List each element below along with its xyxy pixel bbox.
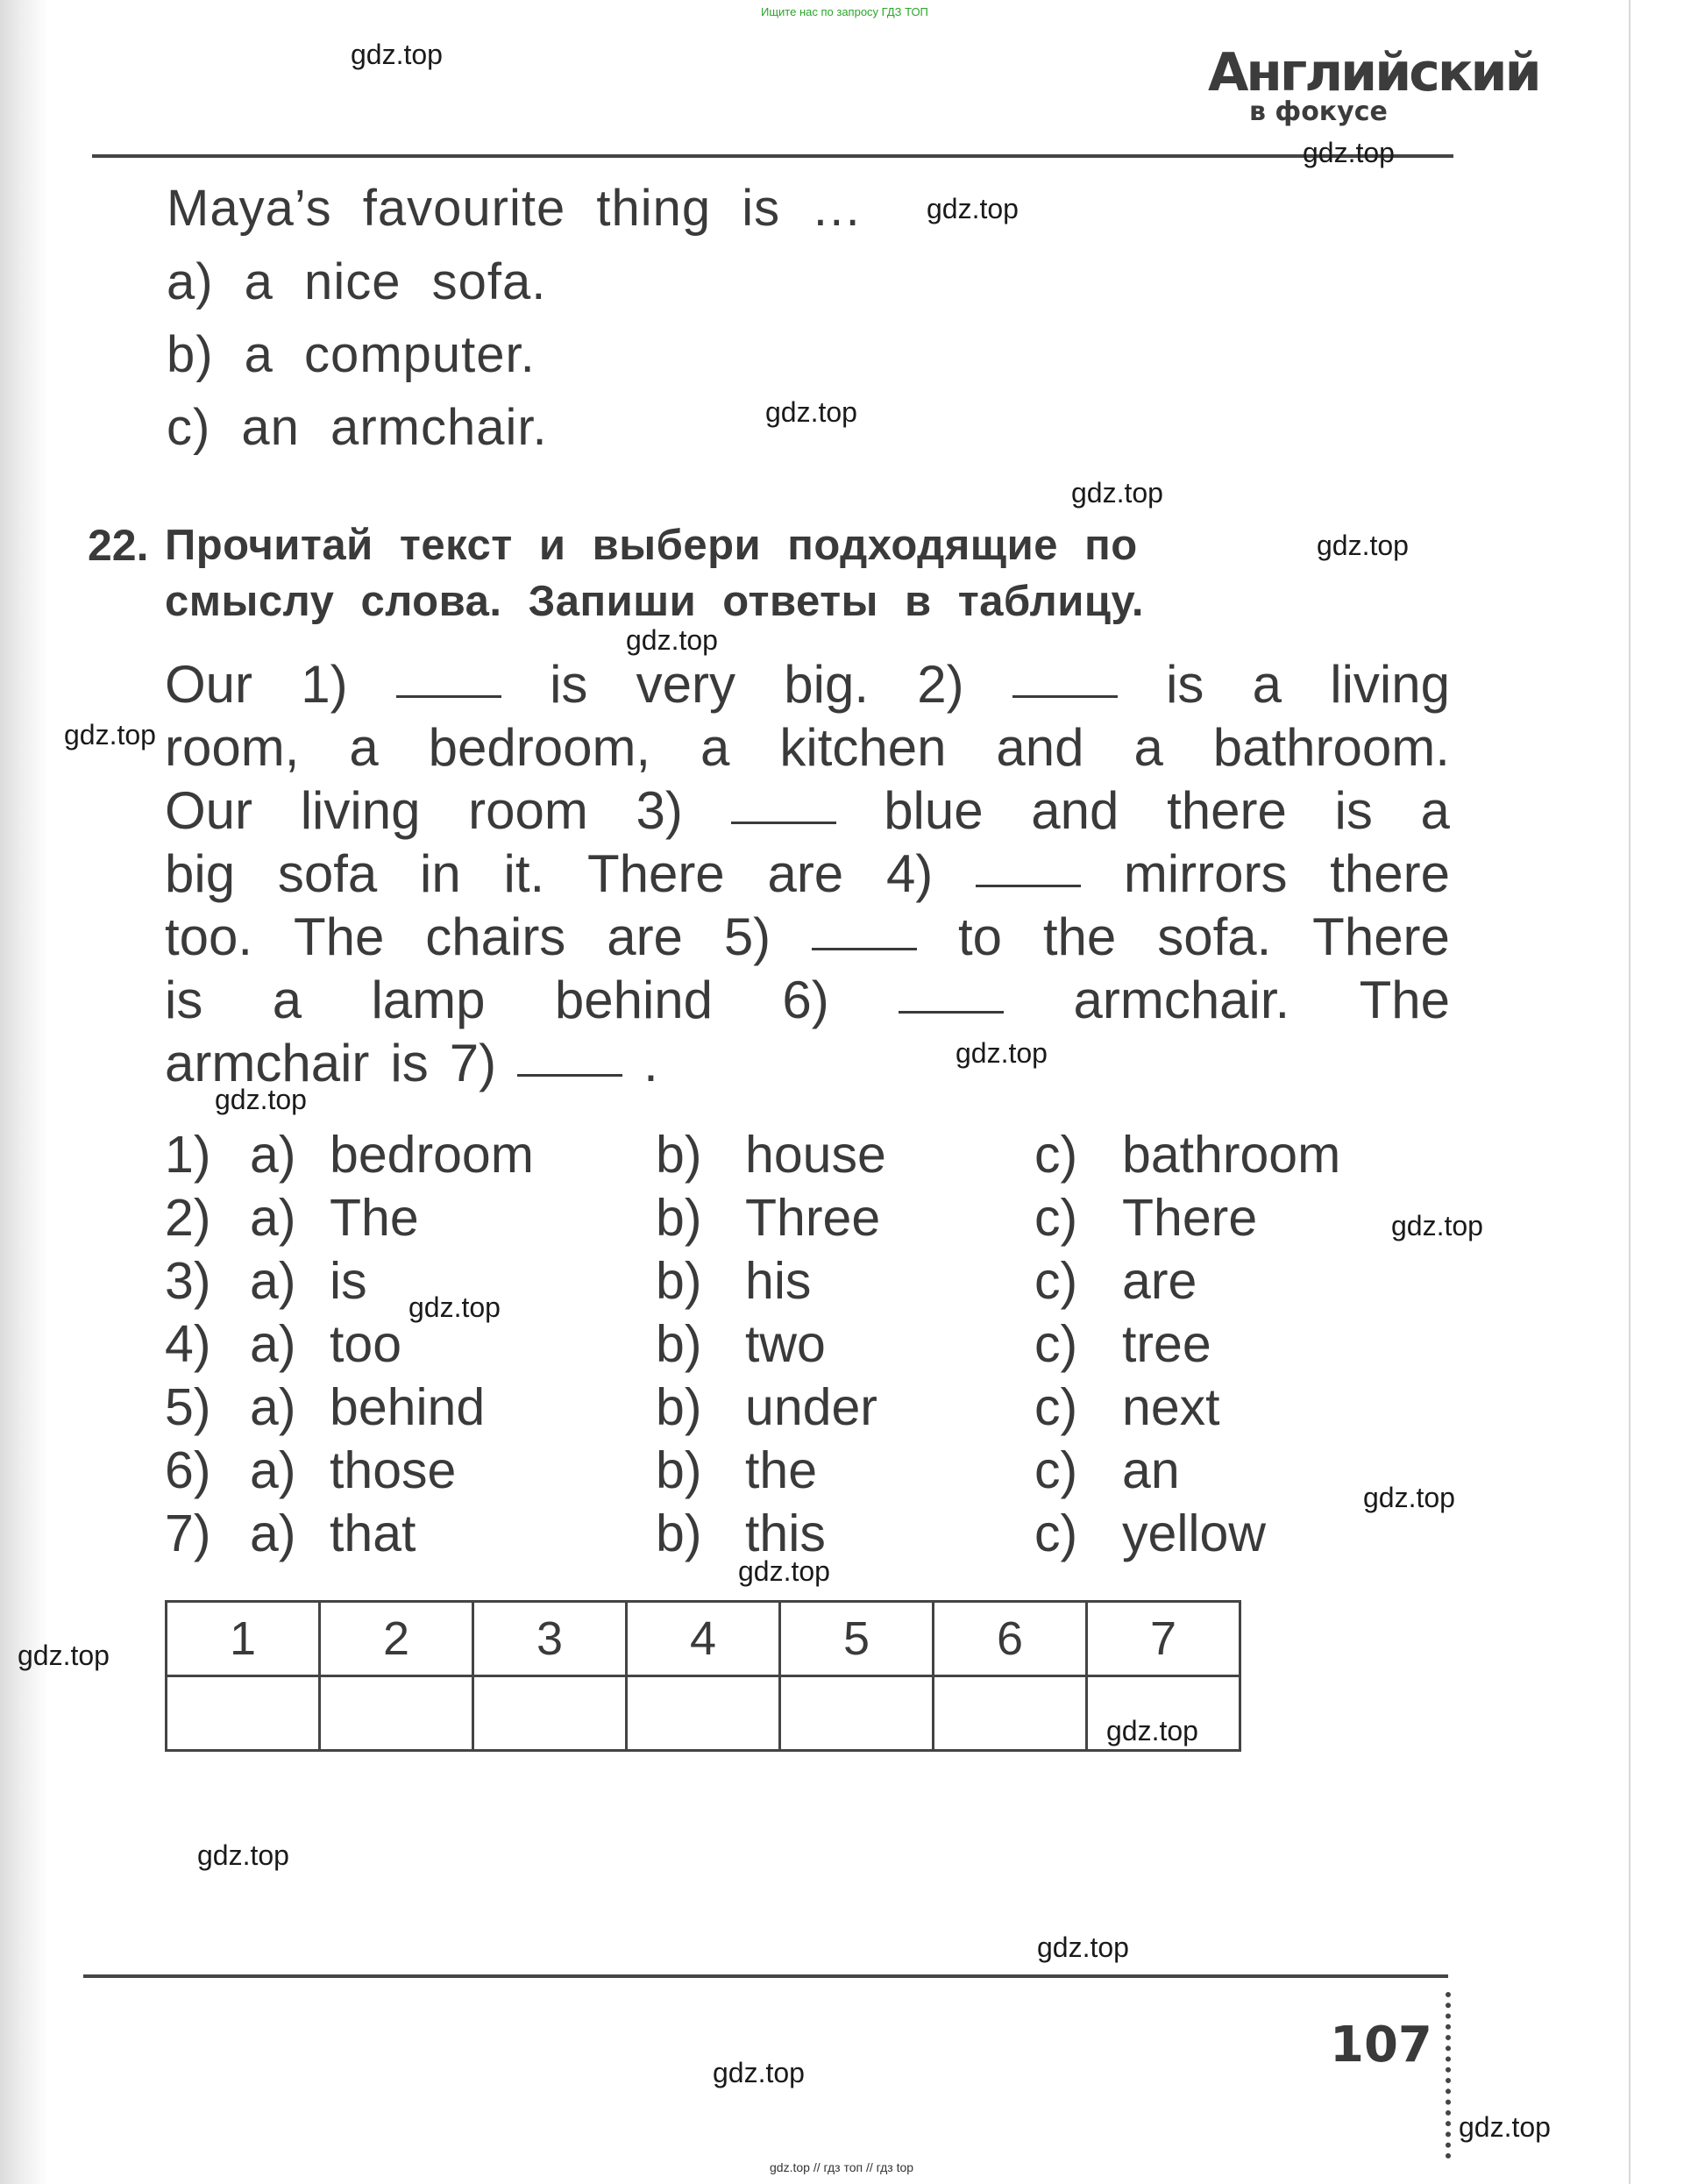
watermark: gdz.top bbox=[197, 1839, 289, 1871]
watermark: gdz.top bbox=[738, 1555, 830, 1587]
passage-word: The bbox=[1359, 971, 1450, 1029]
passage-word: 3) bbox=[636, 781, 683, 840]
answer-cell-6[interactable] bbox=[934, 1676, 1087, 1751]
passage-word: 7) bbox=[449, 1034, 497, 1092]
task-number: 22. bbox=[88, 521, 149, 570]
option-number: 6) bbox=[165, 1441, 211, 1499]
passage-blank[interactable] bbox=[899, 969, 1004, 1014]
option-c-text: are bbox=[1122, 1252, 1197, 1310]
option-a-text: bedroom bbox=[330, 1126, 534, 1184]
passage-line bbox=[165, 843, 1450, 906]
passage-word: sofa bbox=[277, 844, 378, 903]
option-c-label: c) bbox=[1034, 1252, 1078, 1310]
watermark: gdz.top bbox=[713, 2057, 805, 2088]
passage-word: is bbox=[390, 1034, 429, 1092]
watermark: gdz.top bbox=[626, 624, 718, 656]
passage-word: bedroom, bbox=[428, 718, 651, 777]
watermark: gdz.top bbox=[1317, 530, 1409, 561]
option-c-text: next bbox=[1122, 1378, 1220, 1436]
passage-word: behind bbox=[554, 971, 714, 1029]
passage-line bbox=[165, 906, 1450, 969]
option-b-text: under bbox=[745, 1378, 877, 1436]
passage-word: 5) bbox=[723, 907, 771, 966]
watermark: gdz.top bbox=[1106, 1715, 1198, 1746]
option-b-text: the bbox=[745, 1441, 818, 1499]
option-a-text: is bbox=[330, 1252, 367, 1310]
bottom-notice: gdz.top // гдз топ // гдз top bbox=[770, 2160, 914, 2174]
answer-cell-4[interactable] bbox=[627, 1676, 780, 1751]
option-a-label: a) bbox=[250, 1189, 296, 1247]
passage-word: and bbox=[996, 718, 1084, 777]
answer-table-header: 4 bbox=[627, 1602, 780, 1676]
option-b-label: b) bbox=[656, 1126, 702, 1184]
passage-blank[interactable] bbox=[396, 653, 501, 698]
passage-word: very bbox=[636, 655, 736, 714]
passage-word: are bbox=[607, 907, 683, 966]
answer-cell-3[interactable] bbox=[473, 1676, 627, 1751]
passage-word: the bbox=[1042, 907, 1117, 966]
option-number: 5) bbox=[165, 1378, 211, 1436]
passage-blank[interactable] bbox=[812, 906, 917, 950]
passage-word: to bbox=[957, 907, 1002, 966]
passage-word: there bbox=[1330, 844, 1450, 903]
passage-word: big. bbox=[784, 655, 870, 714]
passage-word: blue bbox=[884, 781, 984, 840]
option-b-label: b) bbox=[656, 1505, 702, 1562]
passage-blank[interactable] bbox=[976, 843, 1081, 887]
answer-cell-2[interactable] bbox=[320, 1676, 473, 1751]
passage-word: there bbox=[1167, 781, 1287, 840]
option-b-label: b) bbox=[656, 1378, 702, 1436]
watermark: gdz.top bbox=[1071, 477, 1163, 509]
passage-word: mirrors bbox=[1123, 844, 1288, 903]
option-a-text: that bbox=[330, 1505, 416, 1562]
passage-word: The bbox=[293, 907, 385, 966]
watermark: gdz.top bbox=[765, 396, 857, 428]
option-b-text: house bbox=[745, 1126, 886, 1184]
passage-word: living bbox=[1330, 655, 1450, 714]
passage-word: 4) bbox=[885, 844, 934, 903]
option-number: 7) bbox=[165, 1505, 211, 1562]
option-a-text: The bbox=[330, 1189, 419, 1247]
answer-table-header-row bbox=[167, 1602, 1240, 1676]
passage-word: is bbox=[550, 655, 588, 714]
task-instruction-line1: Прочитай текст и выбери подходящие по bbox=[165, 522, 1138, 569]
answer-table bbox=[165, 1600, 1241, 1752]
book-spine-shadow bbox=[0, 0, 48, 2184]
task-instruction-line2: смыслу слова. Запиши ответы в таблицу. bbox=[165, 578, 1145, 625]
passage-word: is bbox=[1166, 655, 1204, 714]
passage-word: armchair. bbox=[1073, 971, 1290, 1029]
passage-word: a bbox=[349, 718, 379, 777]
answer-table-answer-row bbox=[167, 1676, 1240, 1751]
option-b-text: his bbox=[745, 1252, 812, 1310]
passage-word: living bbox=[300, 781, 421, 840]
watermark: gdz.top bbox=[351, 39, 443, 70]
option-a-text: behind bbox=[330, 1378, 486, 1436]
watermark: gdz.top bbox=[1459, 2111, 1551, 2143]
answer-table-header: 1 bbox=[167, 1602, 320, 1676]
dotted-edge bbox=[1446, 1992, 1456, 2159]
option-c-label: c) bbox=[1034, 1378, 1078, 1436]
passage-word: room bbox=[468, 781, 588, 840]
watermark: gdz.top bbox=[18, 1640, 110, 1671]
passage-word: Our bbox=[165, 781, 253, 840]
option-number: 4) bbox=[165, 1315, 211, 1373]
watermark: gdz.top bbox=[1363, 1482, 1455, 1513]
passage-word: and bbox=[1031, 781, 1119, 840]
logo-subtitle: в фокусе bbox=[1249, 96, 1388, 127]
passage-word: . bbox=[643, 1034, 658, 1092]
passage-blank[interactable] bbox=[1012, 653, 1118, 698]
passage-line bbox=[165, 716, 1450, 779]
passage-word: There bbox=[1312, 907, 1450, 966]
option-number: 3) bbox=[165, 1252, 211, 1310]
header-rule bbox=[92, 154, 1453, 158]
passage-blank[interactable] bbox=[731, 779, 836, 824]
option-b-text: two bbox=[745, 1315, 826, 1373]
option-b-text: Three bbox=[745, 1189, 881, 1247]
top-notice: Ищите нас по запросу ГДЗ ТОП bbox=[761, 5, 928, 18]
answer-cell-1[interactable] bbox=[167, 1676, 320, 1751]
watermark: gdz.top bbox=[1303, 137, 1395, 168]
passage-word: chairs bbox=[425, 907, 566, 966]
watermark: gdz.top bbox=[927, 193, 1019, 224]
page-number: 107 bbox=[1330, 2017, 1432, 2074]
answer-table-header: 2 bbox=[320, 1602, 473, 1676]
passage-word: 1) bbox=[301, 655, 348, 714]
option-b-label: b) bbox=[656, 1189, 702, 1247]
option-c-text: an bbox=[1122, 1441, 1180, 1499]
logo-title: Английский bbox=[1208, 42, 1539, 103]
passage-line bbox=[165, 779, 1450, 843]
watermark: gdz.top bbox=[215, 1084, 307, 1115]
answer-cell-5[interactable] bbox=[780, 1676, 934, 1751]
passage-word: room, bbox=[165, 718, 300, 777]
passage-word: lamp bbox=[371, 971, 486, 1029]
watermark: gdz.top bbox=[64, 719, 156, 751]
passage-word: a bbox=[272, 971, 302, 1029]
option-b-label: b) bbox=[656, 1441, 702, 1499]
passage-word: 6) bbox=[782, 971, 829, 1029]
question-option-a: a) a nice sofa. bbox=[167, 253, 547, 310]
option-c-label: c) bbox=[1034, 1441, 1078, 1499]
page-edge bbox=[1629, 0, 1631, 2184]
option-number: 2) bbox=[165, 1189, 211, 1247]
option-c-text: tree bbox=[1122, 1315, 1211, 1373]
passage-word: 2) bbox=[917, 655, 964, 714]
passage-word: sofa. bbox=[1157, 907, 1272, 966]
option-a-label: a) bbox=[250, 1378, 296, 1436]
watermark: gdz.top bbox=[1037, 1931, 1129, 1963]
passage bbox=[165, 653, 1450, 1095]
passage-word: bathroom. bbox=[1212, 718, 1450, 777]
option-a-label: a) bbox=[250, 1126, 296, 1184]
question-stem: Maya’s favourite thing is … bbox=[167, 180, 863, 237]
passage-word: a bbox=[1133, 718, 1163, 777]
option-c-label: c) bbox=[1034, 1126, 1078, 1184]
passage-word: There bbox=[586, 844, 725, 903]
passage-word: armchair bbox=[165, 1034, 370, 1092]
passage-word: big bbox=[165, 844, 236, 903]
question-option-c: c) an armchair. bbox=[167, 399, 548, 456]
option-a-label: a) bbox=[250, 1315, 296, 1373]
passage-blank[interactable] bbox=[517, 1032, 622, 1077]
option-c-label: c) bbox=[1034, 1505, 1078, 1562]
option-a-label: a) bbox=[250, 1252, 296, 1310]
footer-rule bbox=[83, 1974, 1448, 1978]
passage-word: it. bbox=[503, 844, 545, 903]
passage-word: a bbox=[700, 718, 730, 777]
option-c-text: bathroom bbox=[1122, 1126, 1341, 1184]
option-c-text: yellow bbox=[1122, 1505, 1266, 1562]
passage-word: are bbox=[767, 844, 844, 903]
passage-word: Our bbox=[165, 655, 253, 714]
watermark: gdz.top bbox=[409, 1291, 501, 1323]
option-b-label: b) bbox=[656, 1315, 702, 1373]
option-number: 1) bbox=[165, 1126, 211, 1184]
answer-table-header: 6 bbox=[934, 1602, 1087, 1676]
watermark: gdz.top bbox=[956, 1037, 1048, 1069]
answer-table-header: 5 bbox=[780, 1602, 934, 1676]
passage-line bbox=[165, 1032, 1450, 1095]
passage-word: too. bbox=[165, 907, 253, 966]
option-b-text: this bbox=[745, 1505, 826, 1562]
passage-word: is bbox=[1334, 781, 1373, 840]
passage-word: kitchen bbox=[779, 718, 947, 777]
passage-word: a bbox=[1252, 655, 1282, 714]
passage-word: a bbox=[1420, 781, 1450, 840]
passage-line bbox=[165, 653, 1450, 716]
option-a-text: too bbox=[330, 1315, 402, 1373]
answer-table-header: 7 bbox=[1087, 1602, 1240, 1676]
passage-word: is bbox=[165, 971, 203, 1029]
option-c-label: c) bbox=[1034, 1315, 1078, 1373]
passage-line bbox=[165, 969, 1450, 1032]
option-a-label: a) bbox=[250, 1441, 296, 1499]
option-a-text: those bbox=[330, 1441, 457, 1499]
answer-table-header: 3 bbox=[473, 1602, 627, 1676]
option-c-label: c) bbox=[1034, 1189, 1078, 1247]
question-option-b: b) a computer. bbox=[167, 326, 536, 383]
watermark: gdz.top bbox=[1391, 1210, 1483, 1241]
option-a-label: a) bbox=[250, 1505, 296, 1562]
option-c-text: There bbox=[1122, 1189, 1258, 1247]
passage-word: in bbox=[420, 844, 461, 903]
option-b-label: b) bbox=[656, 1252, 702, 1310]
